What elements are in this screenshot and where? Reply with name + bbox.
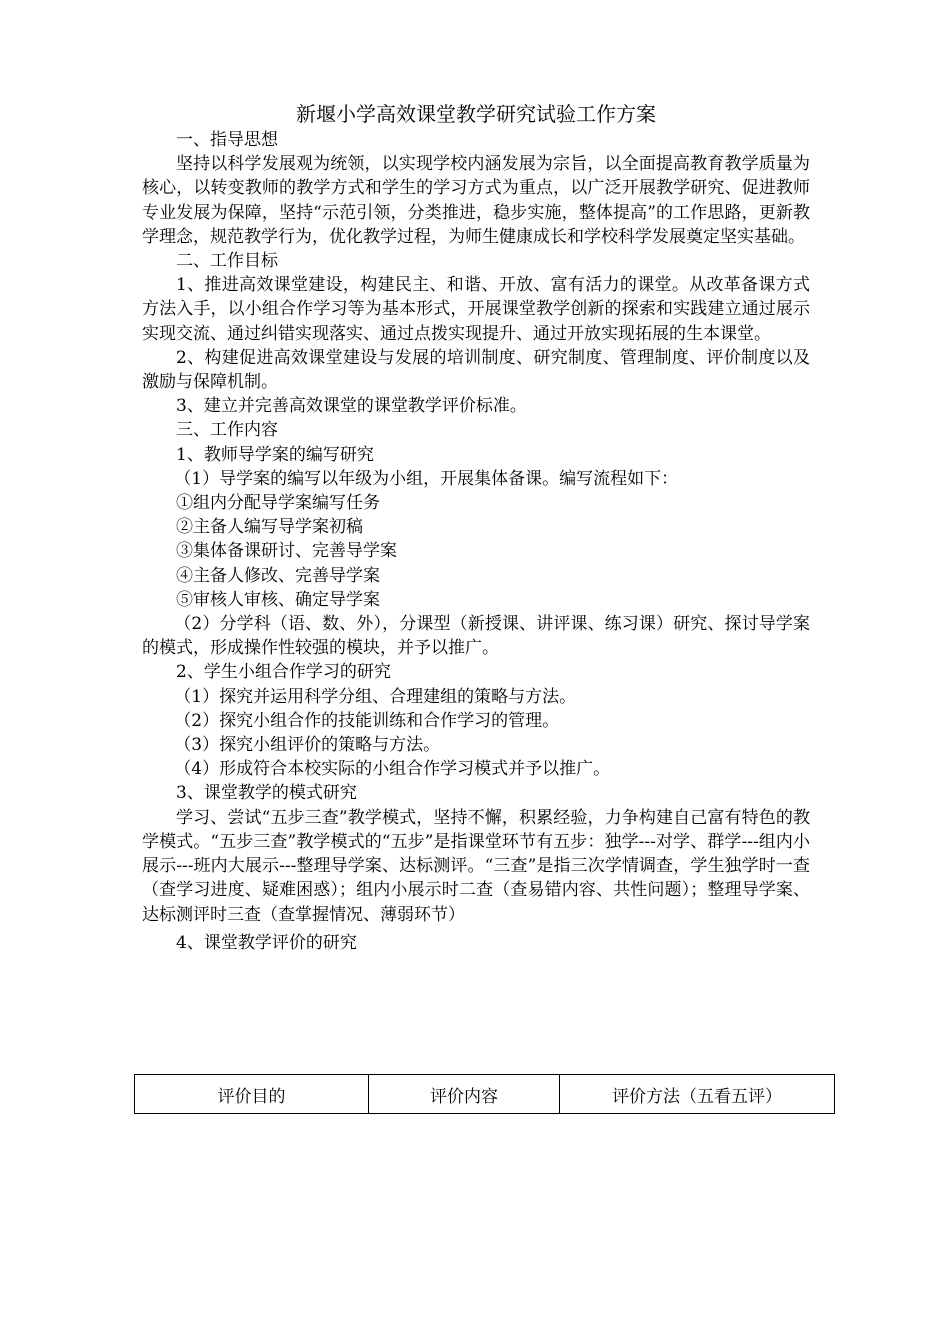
- document-title: 新堰小学高效课堂教学研究试验工作方案: [296, 102, 656, 126]
- evaluation-table: [134, 1074, 835, 1114]
- goal-item-1: 1、推进高效课堂建设，构建民主、和谐、开放、富有活力的课堂。从改革备课方式方法入手，以小组合作学习等为基本形式，开展课堂教学创新的探索和实践建立通过展示实现交流、通过纠错实现落实、通过点拨实现提升、通过开放实现拓展的生本课堂。: [142, 275, 810, 344]
- table-header-cell: 评价方法（五看五评）: [560, 1075, 835, 1114]
- subsection-heading-guide-plan: 1、教师导学案的编写研究: [176, 444, 374, 465]
- subsection-heading-teaching-mode: 3、课堂教学的模式研究: [176, 783, 357, 804]
- table-row: [135, 1075, 835, 1114]
- goal-item-2: 2、构建促进高效课堂建设与发展的培训制度、研究制度、管理制度、评价制度以及激励与保障机制。: [142, 347, 810, 393]
- list-item: ①组内分配导学案编写任务: [176, 493, 380, 514]
- list-item: （3）探究小组评价的策略与方法。: [174, 735, 441, 756]
- paragraph-teaching-mode: 学习、尝试“五步三查”教学模式，坚持不懈，积累经验，力争构建自己富有特色的教学模式。“五步三查”教学模式的“五步”是指课堂环节有五步：独学---对学、群学---组内小展示---班内大展示---整理导学案、达标测评。“三查”是指三次学情调查，学生独学时一查（查学习进度、疑难困惑）；组内小展示时二查（查易错内容、共性问题）；整理导学案、达标测评时三查（查掌握情况、薄弱环节）: [142, 807, 810, 925]
- section-heading-work-goals: 二、工作目标: [176, 251, 278, 272]
- paragraph-guiding-thought: 坚持以科学发展观为统领，以实现学校内涵发展为宗旨，以全面提高教育教学质量为核心，以转变教师的教学方式和学生的学习方式为重点，以广泛开展教学研究、促进教师专业发展为保障，坚持“示范引领，分类推进，稳步实施，整体提高”的工作思路，更新教学理念，规范教学行为，优化教学过程，为师生健康成长和学校科学发展奠定坚实基础。: [142, 154, 810, 247]
- document-page: [142, 100, 810, 955]
- table-header-cell: 评价目的: [135, 1075, 369, 1114]
- list-item: ②主备人编写导学案初稿: [176, 517, 363, 538]
- section-heading-work-content: 三、工作内容: [176, 420, 278, 441]
- goal-item-3: 3、建立并完善高效课堂的课堂教学评价标准。: [176, 396, 527, 417]
- list-item: ⑤审核人审核、确定导学案: [176, 589, 380, 610]
- section-heading-guiding-thought: 一、指导思想: [176, 130, 278, 150]
- table-header-cell: 评价内容: [369, 1075, 560, 1114]
- list-item: （2）探究小组合作的技能训练和合作学习的管理。: [174, 710, 560, 731]
- list-item: （1）探究并运用科学分组、合理建组的策略与方法。: [174, 686, 577, 707]
- list-item: （4）形成符合本校实际的小组合作学习模式并予以推广。: [174, 759, 611, 780]
- subsection-heading-group-learning: 2、学生小组合作学习的研究: [176, 662, 391, 683]
- subsection-heading-evaluation: 4、课堂教学评价的研究: [176, 932, 357, 953]
- list-item: ④主备人修改、完善导学案: [176, 565, 380, 586]
- guide-plan-para-1: （1）导学案的编写以年级为小组，开展集体备课。编写流程如下：: [174, 468, 679, 489]
- list-item: ③集体备课研讨、完善导学案: [176, 541, 397, 562]
- guide-plan-para-2: （2）分学科（语、数、外），分课型（新授课、讲评课、练习课）研究、探讨导学案的模式，形成操作性较强的模块，并予以推广。: [142, 614, 810, 659]
